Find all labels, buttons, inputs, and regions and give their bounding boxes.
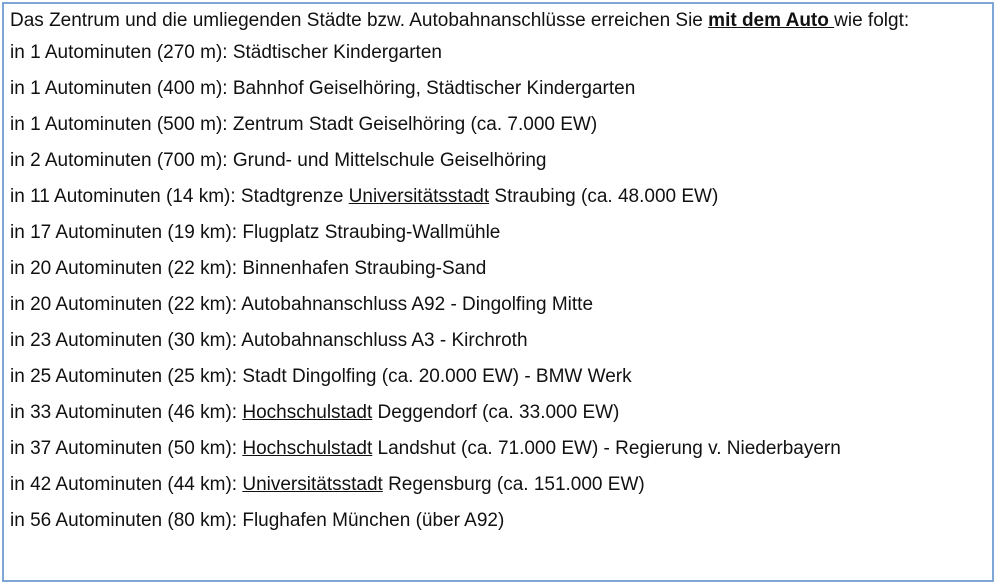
list-item-text: in 1 Autominuten (270 m): Städtischer Kindergarten: [10, 42, 442, 63]
distance-list: [10, 42, 985, 546]
list-item-text: Landshut (ca. 71.000 EW) - Regierung v. Niederbayern: [372, 438, 841, 459]
list-item: [10, 330, 985, 366]
underlined-term: Universitätsstadt: [348, 186, 490, 207]
list-item-text: in 37 Autominuten (50 km):: [10, 438, 243, 459]
list-item-text: in 25 Autominuten (25 km): Stadt Dingolfing (ca. 20.000 EW) - BMW Werk: [10, 366, 632, 387]
intro-text-end: wie folgt:: [834, 10, 910, 31]
list-item: [10, 186, 985, 222]
list-item-text: in 11 Autominuten (14 km): Stadtgrenze: [10, 186, 349, 207]
list-item-text: in 20 Autominuten (22 km): Autobahnanschluss A92 - Dingolfing Mitte: [10, 294, 594, 315]
list-item-text: Straubing (ca. 48.000 EW): [489, 186, 719, 207]
list-item: [10, 294, 985, 330]
list-item-text: in 2 Autominuten (700 m): Grund- und Mittelschule Geiselhöring: [10, 150, 547, 171]
underlined-term: Universitätsstadt: [242, 474, 383, 495]
list-item: [10, 222, 985, 258]
list-item-text: in 17 Autominuten (19 km): Flugplatz Straubing-Wallmühle: [10, 222, 501, 243]
list-item: [10, 114, 985, 150]
list-item-text: in 33 Autominuten (46 km):: [10, 402, 243, 423]
intro-paragraph: [10, 8, 985, 34]
list-item: [10, 402, 985, 438]
list-item-text: in 1 Autominuten (400 m): Bahnhof Geiselhöring, Städtischer Kindergarten: [10, 78, 636, 99]
list-item: [10, 510, 985, 546]
underlined-term: Hochschulstadt: [242, 438, 373, 459]
list-item-text: in 42 Autominuten (44 km):: [10, 474, 243, 495]
list-item: [10, 150, 985, 186]
list-item: [10, 438, 985, 474]
list-item: [10, 258, 985, 294]
list-item-text: Regensburg (ca. 151.000 EW): [382, 474, 645, 495]
list-item-text: in 20 Autominuten (22 km): Binnenhafen Straubing-Sand: [10, 258, 487, 279]
list-item-text: in 1 Autominuten (500 m): Zentrum Stadt Geiselhöring (ca. 7.000 EW): [10, 114, 598, 135]
list-item: [10, 42, 985, 78]
list-item: [10, 366, 985, 402]
list-item-text: Deggendorf (ca. 33.000 EW): [372, 402, 620, 423]
list-item: [10, 474, 985, 510]
underlined-term: Hochschulstadt: [242, 402, 373, 423]
list-item: [10, 78, 985, 114]
document-body: [10, 8, 985, 546]
intro-text: Das Zentrum und die umliegenden Städte bzw. Autobahnanschlüsse erreichen Sie: [10, 10, 709, 31]
intro-emphasis: mit dem Auto: [708, 10, 835, 31]
list-item-text: in 23 Autominuten (30 km): Autobahnanschluss A3 - Kirchroth: [10, 330, 528, 351]
list-item-text: in 56 Autominuten (80 km): Flughafen München (über A92): [10, 510, 505, 531]
